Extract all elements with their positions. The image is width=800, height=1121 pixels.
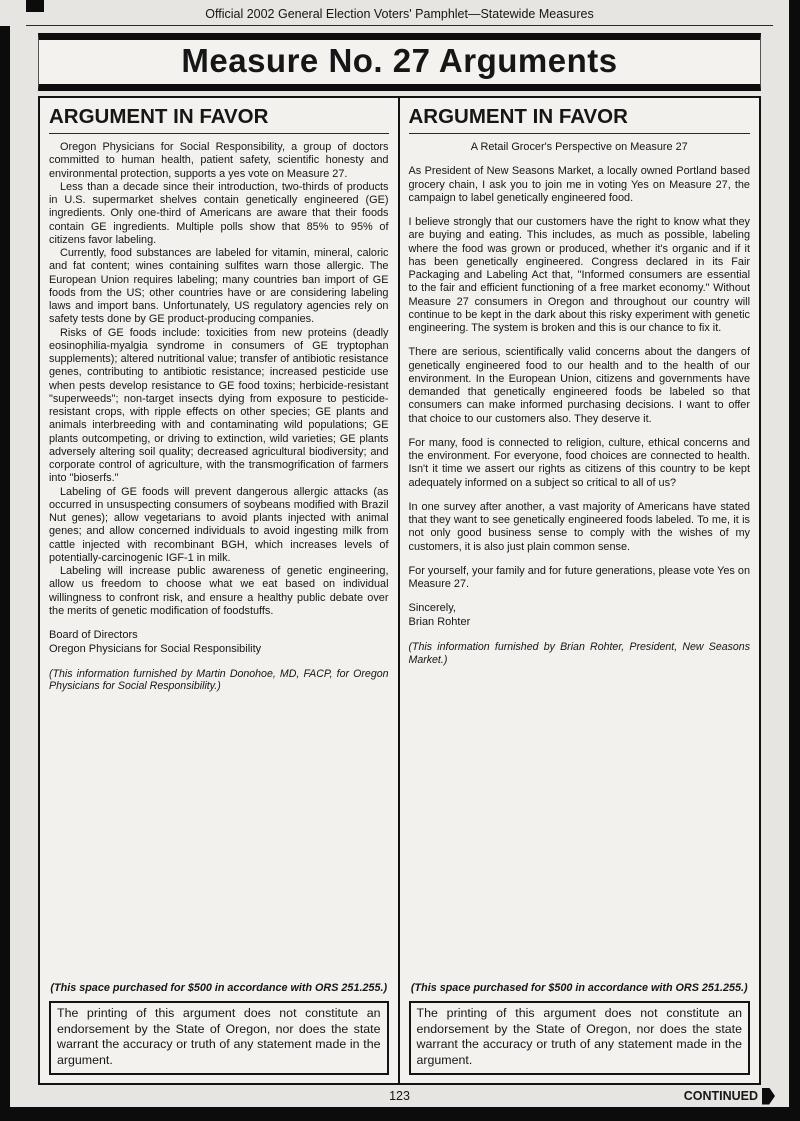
argument-paragraph: There are serious, scientifically valid concerns about the dangers of genetically engineered food to our health and to the health of our environment. In the European Union, citizens and governments have demanded that genetically engineered foods be labeled so that consumers can make informed purchasing decisions. I want to offer that choice to our customers also. They deserve it.	[408, 346, 750, 425]
argument-paragraph: I believe strongly that our customers have the right to know what they are buying and eating. This includes, as much as possible, labeling where the food was grown or produced, whether it's organic and if it has been genetically engineered. Congress declared in its Fair Packaging and Labeling Act that, "Informed consumers are essential to the fair and efficient functioning of a free market economy." Without Measure 27 consumers in Oregon and throughout our country will continue to be kept in the dark about this risky experiment with genetic engineering. The system is broken and this is our chance to fix it.	[408, 216, 750, 334]
arguments-container	[38, 96, 761, 1085]
argument-paragraph: For many, food is connected to religion, culture, ethical concerns and the environment. For everyone, food choices are connected to health. Isn't it time we assert our rights as citizens of this country to be kept adequately informed on a subject so critical to all of us?	[408, 436, 750, 489]
column-bottom-left	[49, 972, 389, 1075]
argument-column-left	[40, 98, 400, 1083]
argument-paragraph: For yourself, your family and for future generations, please vote Yes on Measure 27.	[408, 564, 750, 590]
argument-body-left	[49, 141, 389, 618]
page-footer	[24, 1085, 775, 1107]
furnished-note-left: (This information furnished by Martin Donohoe, MD, FACP, for Oregon Physicians for Social Responsibility.)	[49, 667, 389, 693]
argument-paragraph: Labeling will increase public awareness of genetic engineering, allow us freedom to choose what we eat based on individual willingness to confront risk, and ensure a healthy public debate over the merits of genetic modification of foodstuffs.	[49, 565, 389, 617]
argument-paragraph: Risks of GE foods include: toxicities from new proteins (deadly eosinophilia-myalgia syndrome in consumers of GE tryptophan supplements); altered nutritional value; transfer of antibiotic resistance genes, contributing to antibiotic resistance; increased pesticide use when pests develop resistance to GE food toxins; herbicide-resistant "superweeds"; non-target insects dying from exposure to pesticide-resistant crops, with ripple effects on other species; GE plants and animals interbreeding with and contaminating wild populations; GE plants outcompeting, or driving to extinction, wild varieties; GE plants adversely altering soil quality; decreased agricultural biodiversity; and corporate control of agriculture, with the transmogrification of farmers into "bioserfs."	[49, 326, 389, 485]
closing-line: Brian Rohter	[408, 616, 471, 628]
argument-paragraph: Currently, food substances are labeled for vitamin, mineral, caloric and fat content; wines containing sulfites warn those allergic. The European Union requires labeling; many countries ban import of GE foods from the US; other countries have or are considering labeling laws and import bans. Unfortunately, US regulatory agencies rely on safety tests done by GE product-producing companies.	[49, 247, 389, 326]
argument-heading-right: ARGUMENT IN FAVOR	[409, 103, 751, 134]
closing-line: Sincerely,	[408, 602, 456, 615]
argument-body-right	[409, 141, 751, 602]
argument-paragraph: In one survey after another, a vast majority of Americans have stated that they want to see genetically engineered foods labeled. To me, it is not only good business sense to comply with the wishes of my customers, it is also just plain common sense.	[408, 500, 750, 553]
argument-paragraph: Less than a decade since their introduction, two-thirds of products in U.S. supermarket shelves contain genetically engineered (GE) ingredients. Only one-third of Americans are aware that their foods contain GE ingredients. Multiple polls show that 85% to 95% of citizens favor labeling.	[49, 180, 389, 246]
signature-line: Oregon Physicians for Social Responsibility	[49, 642, 262, 655]
measure-title: Measure No. 27 Arguments	[181, 42, 618, 79]
argument-heading-left: ARGUMENT IN FAVOR	[49, 103, 389, 134]
pamphlet-header: Official 2002 General Election Voters' Pamphlet—Statewide Measures	[26, 0, 773, 26]
page-content	[10, 0, 789, 1107]
column-bottom-right	[409, 972, 751, 1075]
space-purchased-note-left: (This space purchased for $500 in accordance with ORS 251.255.)	[50, 982, 388, 994]
argument-paragraph: As President of New Seasons Market, a locally owned Portland based grocery chain, I ask you to join me in voting Yes on Measure 27, the campaign to label genetically engineered food.	[408, 165, 750, 204]
signature-block-left	[49, 629, 389, 657]
continued-marker	[684, 1088, 775, 1105]
printing-disclaimer-right: The printing of this argument does not constitute an endorsement by the State of Oregon, nor does the state warrant the accuracy or truth of any statement made in the argument.	[409, 1001, 751, 1075]
printing-disclaimer-left: The printing of this argument does not constitute an endorsement by the State of Oregon, nor does the state warrant the accuracy or truth of any statement made in the argument.	[49, 1001, 389, 1075]
closing-block-right	[409, 602, 751, 630]
page-edge-left	[0, 26, 10, 1121]
continued-label: CONTINUED	[683, 1089, 758, 1103]
argument-paragraph: Oregon Physicians for Social Responsibility, a group of doctors committed to human health, patient safety, scientific honesty and environmental protection, supports a yes vote on Measure 27.	[49, 141, 389, 180]
page-number: 123	[389, 1089, 410, 1103]
measure-title-box	[38, 33, 761, 91]
page-edge-right	[789, 0, 800, 1121]
argument-paragraph: Labeling of GE foods will prevent dangerous allergic attacks (as occurred in unsuspecting consumers of soybeans modified with Brazil Nut genes); allow vegetarians to avoid plants injected with animal genes; and allow concerned individuals to avoid ingesting milk from cattle injected with recombinant BGH, which increases levels of potentially-carcinogenic IGF-1 in milk.	[49, 485, 389, 564]
argument-subtitle: A Retail Grocer's Perspective on Measure 27	[470, 141, 688, 153]
continued-arrow-icon	[762, 1088, 775, 1105]
space-purchased-note-right: (This space purchased for $500 in accordance with ORS 251.255.)	[410, 982, 748, 994]
page-edge-bottom	[0, 1107, 800, 1121]
argument-column-right	[400, 98, 760, 1083]
furnished-note-right: (This information furnished by Brian Rohter, President, New Seasons Market.)	[408, 640, 750, 666]
signature-line: Board of Directors	[49, 629, 138, 641]
